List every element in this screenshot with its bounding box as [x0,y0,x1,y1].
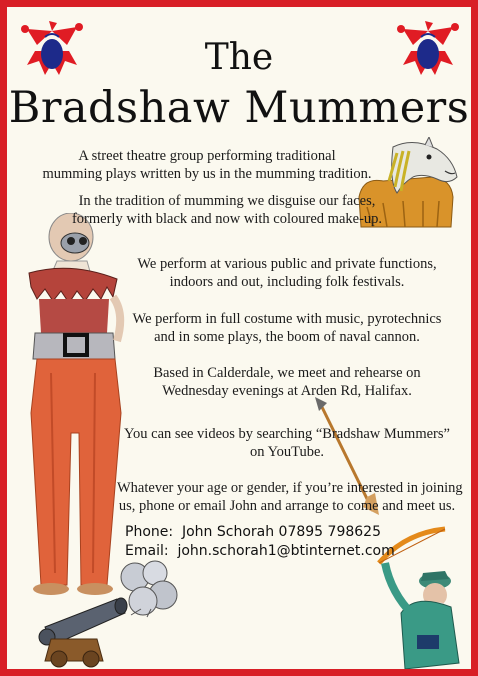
paragraph-line: Wednesday evenings at Arden Rd, Halifax. [162,383,412,399]
paragraph-line: You can see videos by searching “Bradshaw Mummers” [124,426,450,442]
disguise-paragraph [67,192,387,228]
paragraph-line: In the tradition of mumming we disguise our faces, [78,193,376,209]
intro-paragraph [7,147,407,183]
paragraph-line: on YouTube. [249,444,324,460]
paragraph-line: indoors and out, including folk festivals. [169,274,405,290]
paragraph-line: mumming plays written by us in the mumming tradition. [42,166,372,182]
email-contact: Email: john.schorah1@btinternet.com [125,543,395,559]
paragraph-line: We perform in full costume with music, pyrotechnics [132,311,442,327]
paragraph-line: and in some plays, the boom of naval cannon. [154,329,420,345]
paragraph-line: Whatever your age or gender, if you’re interested in joining [117,480,463,496]
cannon-illustration [35,593,131,669]
location-paragraph [117,364,457,400]
paragraph-line: formerly with black and now with coloured make-up. [71,211,383,227]
title-the: The [204,37,274,78]
functions-paragraph [117,255,457,291]
page-title: Bradshaw Mummers [8,83,470,133]
costume-paragraph [117,310,457,346]
videos-paragraph [117,425,457,461]
paragraph-line: us, phone or email John and arrange to come and meet us. [118,498,456,514]
paragraph-line: Based in Calderdale, we meet and rehearse on [153,365,421,381]
paragraph-line: A street theatre group performing traditional [78,148,336,164]
paragraph-line: We perform at various public and private functions, [137,256,437,272]
join-paragraph [117,479,463,515]
phone-contact: Phone: John Schorah 07895 798625 [125,524,381,540]
